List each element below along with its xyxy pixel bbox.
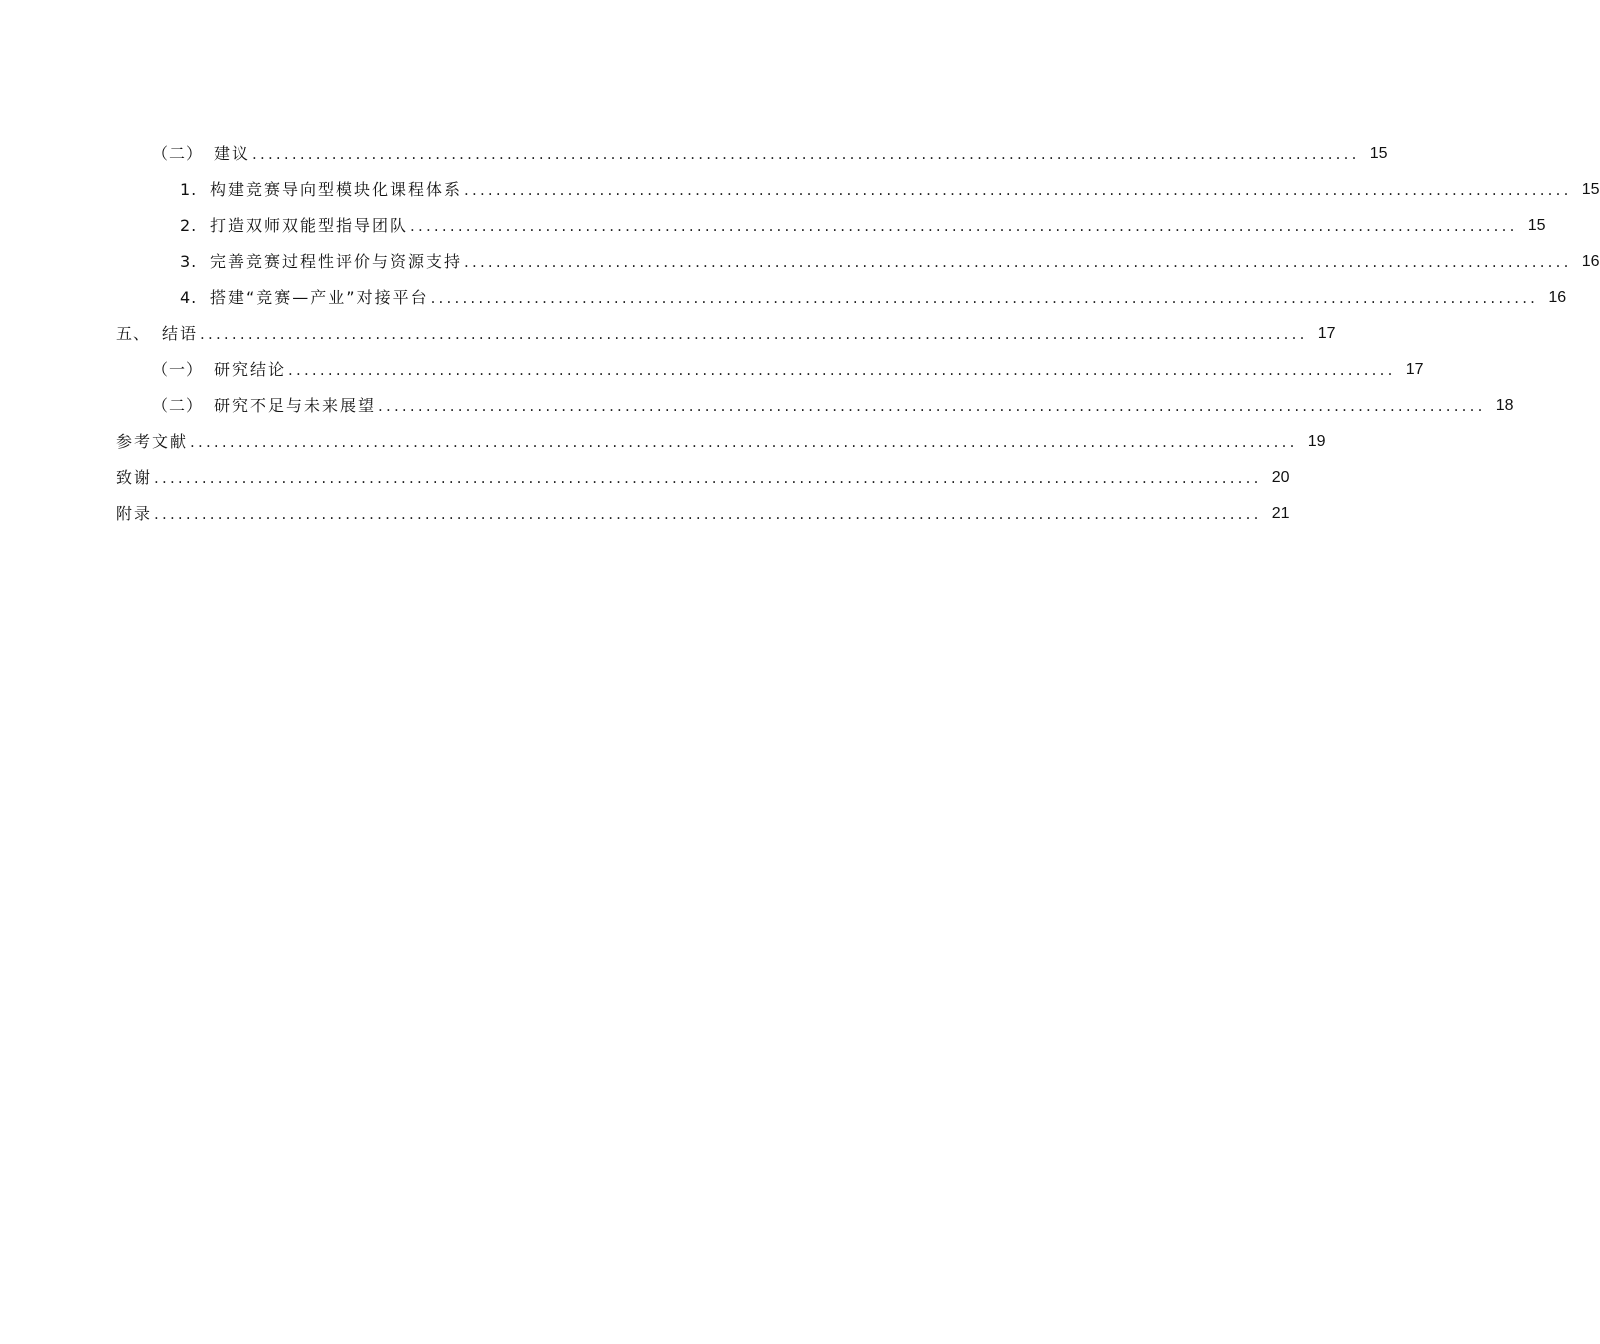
toc-leader-dots: ...........................................................................................................................................: [154, 469, 1262, 487]
toc-entry-title: 建议: [214, 144, 251, 163]
toc-leader-dots: ...........................................................................................................................................: [430, 289, 1539, 307]
toc-entry-recommendations[interactable]: [152, 140, 1388, 164]
toc-entry-number: （二）: [152, 396, 204, 415]
toc-entry-industry-platform[interactable]: [180, 284, 1567, 308]
toc-entry-course-system[interactable]: [180, 176, 1600, 200]
toc-entry-acknowledgements[interactable]: [116, 464, 1290, 488]
toc-leader-dots: ...........................................................................................................................................: [200, 325, 1308, 343]
toc-entry-page: 17: [1405, 361, 1424, 378]
toc-entry-conclusion[interactable]: [116, 320, 1336, 344]
toc-entry-page: 20: [1271, 469, 1290, 486]
toc-entry-number: 五、: [116, 324, 151, 343]
toc-entry-number: （二）: [152, 144, 204, 163]
toc-leader-dots: ...........................................................................................................................................: [464, 253, 1572, 271]
toc-entry-page: 15: [1527, 217, 1546, 234]
toc-entry-title: 研究结论: [214, 360, 287, 379]
toc-entry-appendix[interactable]: [116, 500, 1290, 524]
toc-entry-page: 16: [1581, 253, 1600, 270]
toc-entry-title: 搭建“竞赛—产业”对接平台: [210, 288, 429, 307]
toc-entry-title: 打造双师双能型指导团队: [210, 216, 409, 235]
toc-leader-dots: ...........................................................................................................................................: [252, 145, 1360, 163]
toc-entry-number: （一）: [152, 360, 204, 379]
toc-entry-evaluation[interactable]: [180, 248, 1600, 272]
toc-leader-dots: ...........................................................................................................................................: [190, 433, 1298, 451]
toc-entry-number: 2.: [180, 216, 198, 235]
toc-entry-mentor-team[interactable]: [180, 212, 1546, 236]
toc-leader-dots: ...........................................................................................................................................: [378, 397, 1486, 415]
toc-leader-dots: ...........................................................................................................................................: [154, 505, 1262, 523]
toc-entry-title: 参考文献: [116, 432, 189, 451]
toc-entry-title: 构建竞赛导向型模块化课程体系: [210, 180, 463, 199]
toc-entry-page: 17: [1317, 325, 1336, 342]
toc-leader-dots: ...........................................................................................................................................: [288, 361, 1396, 379]
toc-entry-findings[interactable]: [152, 356, 1424, 380]
toc-entry-page: 15: [1581, 181, 1600, 198]
toc-entry-page: 21: [1271, 505, 1290, 522]
toc-entry-page: 15: [1369, 145, 1388, 162]
toc-entry-limitations[interactable]: [152, 392, 1514, 416]
toc-entry-number: 1.: [180, 180, 198, 199]
toc-entry-title: 附录: [116, 504, 153, 523]
toc-entry-number: 3.: [180, 252, 198, 271]
toc-leader-dots: ...........................................................................................................................................: [464, 181, 1572, 199]
toc-entry-number: 4.: [180, 288, 198, 307]
toc-leader-dots: ...........................................................................................................................................: [410, 217, 1518, 235]
toc-entry-page: 16: [1548, 289, 1567, 306]
toc-entry-title: 研究不足与未来展望: [214, 396, 377, 415]
toc-entry-title: 致谢: [116, 468, 153, 487]
toc-entry-page: 18: [1495, 397, 1514, 414]
toc-entry-title: 完善竞赛过程性评价与资源支持: [210, 252, 463, 271]
toc-entry-title: 结语: [162, 324, 199, 343]
toc-entry-page: 19: [1307, 433, 1326, 450]
toc-entry-references[interactable]: [116, 428, 1326, 452]
